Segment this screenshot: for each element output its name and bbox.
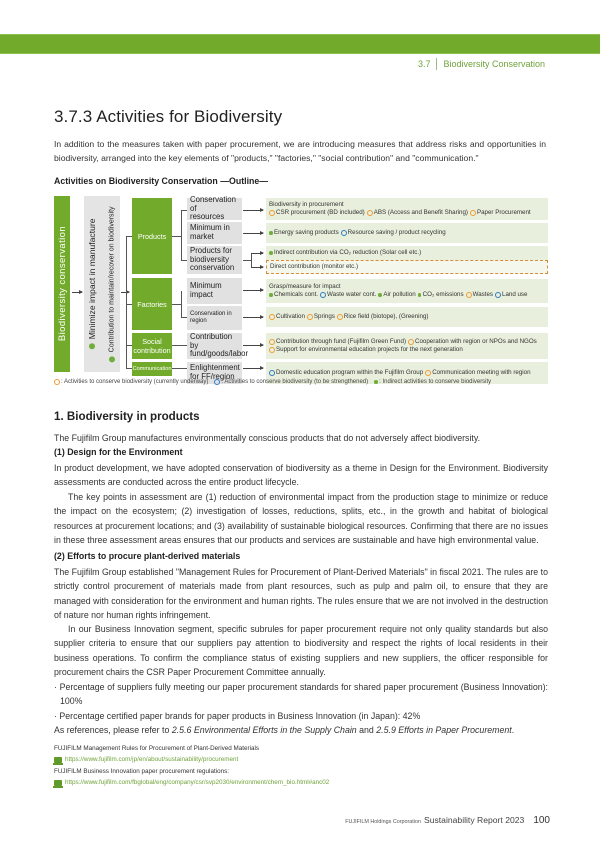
sub-conservation-in-region: Conservation in region [187, 306, 242, 330]
page-number: 100 [533, 815, 550, 826]
green-dot-icon [89, 344, 95, 350]
branch-line [172, 236, 181, 237]
impact-line-1: Minimize impact in manufacture [87, 218, 97, 340]
orange-circle-icon [269, 347, 275, 353]
activity-region: Cultivation Springs Rice field (biotope), (Greening) [266, 307, 548, 327]
orange-circle-icon [269, 339, 275, 345]
link-label: FUJIFILM Management Rules for Procurement of Plant-Derived Materials [54, 745, 260, 752]
paragraph: In product development, we have adopted conservation of biodiversity as a theme in Design for the Environment. Biodiversity assessments are conducted across the entire product lifecycle. [54, 463, 548, 488]
paragraph: The key points in assessment are (1) reduction of environmental impact from the production stage to minimize or reduce the impact on the ecosystem; (2) investigation of losses, reductions, splits, etc., in the growth and habitat of biological resources at procurement locations; and (3) availability of sustainable biological resources. Confirming that there are no issues in these three assessment areas ensures that our products and services are sustainable and have high environmental value. [54, 492, 548, 546]
branch-line [172, 345, 187, 346]
arrow [243, 210, 263, 211]
arrow [251, 267, 263, 268]
blue-circle-icon [320, 292, 326, 298]
bullet-item: · Percentage certified paper brands for paper products in Business Innovation (in Japan): 42% [54, 711, 421, 721]
trunk-line [126, 236, 127, 368]
orange-circle-icon [269, 314, 275, 320]
orange-circle-icon [367, 210, 373, 216]
paragraph: In our Business Innovation segment, specific subrules for paper procurement require not only quality standards but also supplier criteria to ensure that our suppliers pay attention to biodiversity and respect the rights of local residents in their business operations. To confirm the compliance status of existing suppliers and new suppliers, the officer responsible for procurement chairs the CSR Paper Procurement Committee annually. [54, 624, 548, 678]
section-number: 3.7 [417, 59, 431, 69]
link-url[interactable]: https://www.fujifilm.com/fbglobal/eng/company/csr/svp2030/environment/chem_bio.html#anc02 [65, 779, 330, 786]
activity-market: Energy saving products Resource saving / product recycling [266, 223, 548, 243]
blue-circle-icon [341, 230, 347, 236]
orange-circle-icon [269, 210, 275, 216]
section-name: Biodiversity Conservation [443, 59, 545, 69]
legend-green: : Indirect activities to conserve biodiversity [379, 379, 492, 385]
footer-report: Sustainability Report 2023 [423, 815, 525, 825]
green-dot-icon [269, 293, 273, 297]
category-communication: Communication [132, 362, 172, 376]
root-biodiversity-conservation: Biodiversity conservation [54, 196, 70, 372]
category-social-contribution: Social contribution [132, 333, 172, 359]
bullet-item: · Percentage of suppliers fully meeting our paper procurement standards for shared paper procurement (Business Innovation): 100% [54, 682, 548, 707]
section-tag [418, 58, 545, 70]
green-dot-icon [109, 356, 115, 362]
category-products: Products [132, 198, 172, 274]
branch-line [181, 291, 182, 317]
category-factories: Factories [132, 278, 172, 330]
subsection-heading-2: (2) Efforts to procure plant-derived materials [54, 551, 241, 561]
external-link[interactable] [54, 779, 329, 786]
activity-procurement: Biodiversity in procurement CSR procurement (BD included) ABS (Access and Benefit Sharing) Paper Procurement [266, 198, 548, 220]
green-dot-icon [378, 293, 382, 297]
legend-orange: : Activities to conserve biodiversity (currently underway) [61, 379, 209, 385]
outline-title: Activities on Biodiversity Conservation —Outline— [54, 176, 269, 186]
page-title: 3.7.3 Activities for Biodiversity [54, 107, 283, 126]
section-divider [436, 58, 437, 70]
link-label: FUJIFILM Business Innovation paper procurement regulations: [54, 768, 229, 775]
branch-line [243, 260, 251, 261]
blue-circle-icon [495, 292, 501, 298]
blue-circle-icon [214, 379, 220, 385]
arrow [243, 290, 263, 291]
arrow [243, 317, 263, 318]
arrow [243, 368, 263, 369]
activity-grasp-impact: Grasp/measure for impact Chemicals cont. Waste water cont. Air pollution CO₂ emissions Wastes Land use [266, 279, 548, 303]
green-dot-icon [269, 251, 273, 255]
green-dot-icon [374, 380, 378, 384]
arrow-impact [121, 292, 129, 293]
branch-line [181, 210, 182, 260]
arrow [251, 253, 263, 254]
biodiversity-diagram [54, 195, 548, 381]
activity-communication: Domestic education program within the Fujifilm Group Communication meeting with region [266, 362, 548, 384]
orange-circle-icon [466, 292, 472, 298]
computer-icon [54, 757, 62, 763]
diagram-legend [54, 379, 548, 385]
sub-conservation-of-resources: Conservation of resources [187, 198, 242, 220]
sub-minimum-impact: Minimum impact [187, 278, 242, 304]
impact-line-2: Contribution to maintain/recover on biodiversity [108, 205, 116, 352]
orange-circle-icon [307, 314, 313, 320]
arrow-root [72, 292, 82, 293]
orange-circle-icon [337, 314, 343, 320]
link-url[interactable]: https://www.fujifilm.com/jp/en/about/sustainability/procurement [65, 756, 239, 763]
sub-enlightenment: Enlightenment for FF/region [187, 362, 242, 384]
impact-bar [84, 196, 120, 372]
sub-products-for-biodiversity: Products for biodiversity conservation [187, 246, 242, 274]
arrow [243, 233, 263, 234]
green-dot-icon [269, 231, 273, 235]
footer-corp: FUJIFILM Holdings Corporation [345, 819, 421, 825]
computer-icon [54, 780, 62, 786]
sub-minimum-in-market: Minimum in market [187, 222, 242, 244]
header-band [0, 34, 600, 54]
sub-contribution-by-fund: Contribution by fund/goods/labor [187, 333, 242, 359]
page-footer [345, 815, 550, 826]
subsection-heading-1: (1) Design for the Environment [54, 447, 183, 457]
green-dot-icon [418, 293, 422, 297]
orange-circle-icon [470, 210, 476, 216]
blue-circle-icon [269, 370, 275, 376]
paragraph: The Fujifilm Group established "Management Rules for Procurement of Plant-Derived Materials" in fiscal 2021. The rules are to strictly control procurement of materials made from plant resources, such as pulp and palm oil, to ensure that they are managed with consideration for the environment and human rights. The rules ensure that we are not involved in the destruction of nature nor human rights infringement. [54, 567, 548, 621]
orange-circle-icon [425, 370, 431, 376]
activity-direct-contribution: Direct contribution (monitor etc.) [266, 260, 548, 274]
activity-indirect-contribution: Indirect contribution via CO₂ reduction (Solar cell etc.) [266, 246, 548, 260]
reference-link[interactable]: 2.5.9 Efforts in Paper Procurement [376, 725, 512, 735]
activity-social: Contribution through fund (Fujifilm Green Fund) Cooperation with region or NPOs and NGOs Support for environmental education projects for the next generation [266, 333, 548, 359]
branch-line [251, 253, 252, 267]
intro-paragraph: In addition to the measures taken with paper procurement, we are introducing measures that address risks and opportunities in biodiversity, arranged into the key elements of "products," "factories," "social contribution" and "communication." [54, 139, 546, 163]
branch-line [172, 368, 187, 369]
legend-blue: : Activities to conserve biodiversity (to be strengthened) [221, 379, 369, 385]
external-link[interactable] [54, 756, 238, 763]
orange-circle-icon [408, 339, 414, 345]
section-heading: 1. Biodiversity in products [54, 410, 200, 423]
reference-link[interactable]: 2.5.6 Environmental Efforts in the Supply Chain [171, 725, 357, 735]
branch-line [172, 304, 181, 305]
section-lead: The Fujifilm Group manufactures environmentally conscious products that do not adversely affect biodiversity. [54, 433, 481, 443]
orange-circle-icon [54, 379, 60, 385]
arrow [243, 345, 263, 346]
references-line: As references, please refer to 2.5.6 Environmental Efforts in the Supply Chain and 2.5.9 Efforts in Paper Procurement. [54, 725, 515, 735]
